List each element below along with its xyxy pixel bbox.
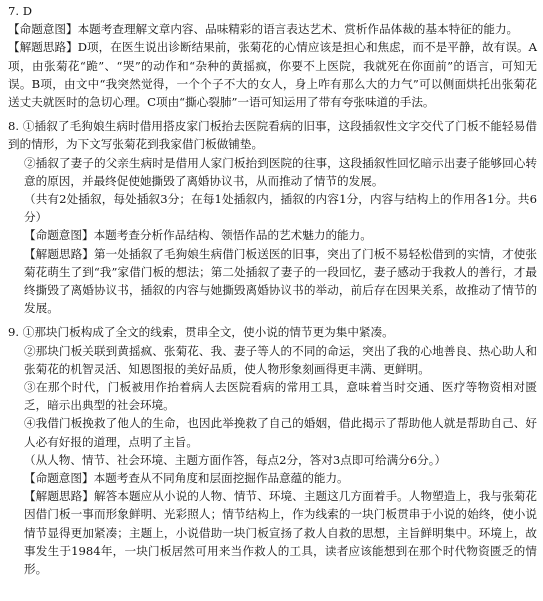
q9-analysis: 【解题思路】解答本题应从小说的人物、情节、环境、主题这几方面着手。人物塑造上，我与张菊花因借门板一事而形象鲜明、光彩照人；情节结构上，作为线索的一块门板贯串于小说的始终，使小说情节显得更加紧凑；主题上，小说借助一块门板宣扬了救人自救的思想，主旨鲜明集中。环境上，故事发生于1984年，一块门板居然可用来当作救人的工具，读者应该能想到在那个时代物资匮乏的情形。 (24, 489, 537, 577)
q7-analysis: 【解题思路】D项，在医生说出诊断结果前，张菊花的心情应该是担心和焦虑，而不是平静，故有误。A项，由张菊花“跪”、“哭”的动作和“杂种的黄摇疯，你要不上医院，我就死在你面前”的语言，可知无误。B项，由文中“我突然觉得，一个个子不大的女人，身上咋有那么大的力气”可以侧面烘托出张菊花送丈夫就医时的急切心理。C项由“撕心裂肺”一语可知运用了带有夸张味道的手法。 (8, 40, 537, 110)
q8-analysis: 【解题思路】第一处插叙了毛狗娘生病借门板送医的旧事，突出了门板不易轻松借到的实情，才使张菊花萌生了到“我”家借门板的想法；第二处插叙了妻子的一段回忆，妻子感动于我救人的善行，才最终撕毁了离婚协议书，插叙的内容与她撕毁离婚协议书的举动，前后存在因果关系，故推动了情节的发展。 (24, 246, 537, 316)
question-9 (8, 323, 537, 578)
q8-point-1: 8. ①插叙了毛狗娘生病时借用搭皮家门板抬去医院看病的旧事，这段插叙性文字交代了门板不能轻易借到的情形，为下文写张菊花到我家借门板做铺垫。 (8, 119, 537, 152)
q9-point-2: ②那块门板关联到黄摇疯、张菊花、我、妻子等人的不同的命运，突出了我的心地善良、热心助人和张菊花的机智灵活、知恩图报的美好品质，使人物形象刻画得更丰满、更鲜明。 (24, 343, 537, 376)
q9-point-4: ④我借门板挽救了他人的生命，也因此举挽救了自己的婚姻，借此揭示了帮助他人就是帮助自己、好人必有好报的道理，点明了主旨。 (24, 416, 537, 449)
q9-point-3: ③在那个时代，门板被用作抬着病人去医院看病的常用工具，意味着当时交通、医疗等物资相对匮乏，暗示出典型的社会环境。 (24, 380, 537, 413)
q8-score: （共有2处插叙，每处插叙3分；在每1处插叙内，插叙的内容1分，内容与结构上的作用各1分。共6分） (24, 192, 537, 225)
q8-intent: 【命题意图】本题考查分析作品结构、领悟作品的艺术魅力的能力。 (24, 228, 372, 243)
q9-intent: 【命题意图】本题考查从不同角度和层面挖掘作品意蕴的能力。 (24, 471, 349, 486)
q9-score: （从人物、情节、社会环境、主题方面作答，每点2分，答对3点即可给满分6分。） (24, 452, 447, 467)
q7-intent: 【命题意图】本题考查理解文章内容、品味精彩的语言表达艺术、赏析作品体裁的基本特征的能力。 (8, 22, 519, 37)
q8-point-2: ②插叙了妻子的父亲生病时是借用人家门板抬到医院的往事，这段插叙性回忆暗示出妻子能够回心转意的原因，并最终促使她撕毁了离婚协议书，从而推动了情节的发展。 (24, 155, 537, 188)
question-8 (8, 117, 537, 317)
q7-answer: 7. D (8, 4, 33, 18)
q9-point-1: 9. ①那块门板构成了全文的线索，贯串全文，使小说的情节更为集中紧凑。 (8, 325, 394, 340)
question-7 (8, 2, 537, 111)
